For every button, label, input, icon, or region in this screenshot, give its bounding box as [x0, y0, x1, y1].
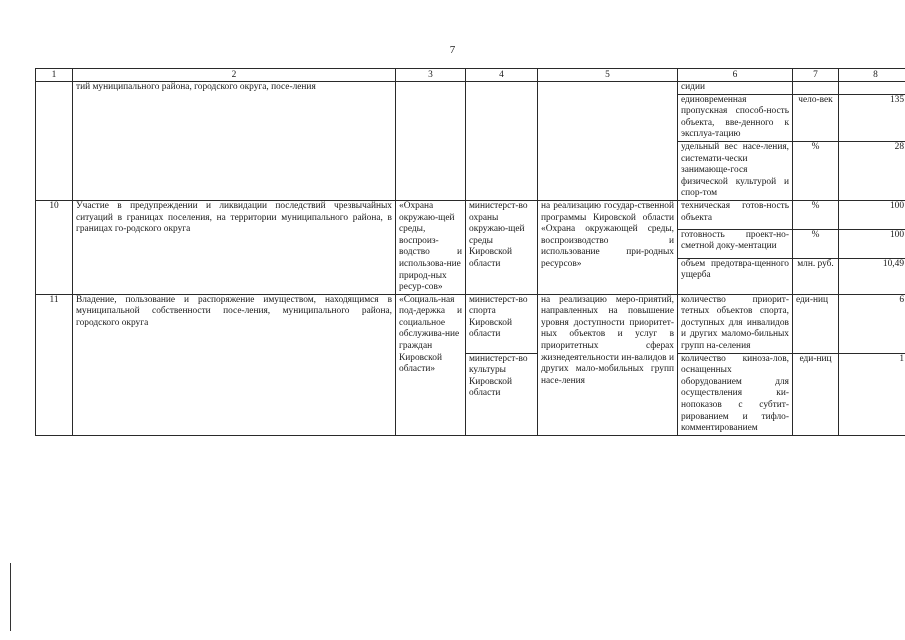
unit-cell: %: [793, 229, 839, 258]
purpose-cell: [538, 82, 678, 201]
col-header-1: 1: [36, 69, 73, 82]
value-cell: 6: [839, 294, 905, 353]
indicator-cell: единовременная пропускная способ-ность объекта, вве-денного к эксплуа-тацию: [678, 94, 793, 141]
unit-cell: %: [793, 141, 839, 200]
unit-cell: [793, 82, 839, 95]
col-header-3: 3: [396, 69, 466, 82]
value-cell: 100: [839, 200, 905, 229]
col-header-2: 2: [73, 69, 396, 82]
indicator-cell: количество кинозa-лов, оснащенных оборудованием для осуществления ки-нопоказов с субтит-рированием и тифло-комментированием: [678, 353, 793, 435]
value-cell: [839, 82, 905, 95]
value-cell: 135: [839, 94, 905, 141]
program-cell: «Социаль-ная под-держка и социальное обслужива-ние граждан Кировской области»: [396, 294, 466, 435]
program-cell: [396, 82, 466, 201]
program-cell: «Охрана окружаю-щей среды, воспроиз-водство и использова-ние природ-ных ресур-сов»: [396, 200, 466, 294]
unit-cell: млн. руб.: [793, 258, 839, 294]
ministry-cell: министерст-во культуры Кировской области: [466, 353, 538, 435]
value-cell: 28: [839, 141, 905, 200]
indicator-cell: объем предотвра-щенного ущерба: [678, 258, 793, 294]
page-number: 7: [449, 44, 456, 56]
indicator-cell: удельный вес насе-ления, системати-чески занимающе-гося физической культурой и спор-том: [678, 141, 793, 200]
document-table: [35, 68, 905, 436]
table-row: [36, 82, 905, 95]
indicator-cell: готовность проект-но-сметной доку-ментации: [678, 229, 793, 258]
indicator-cell: техническая готов-ность объекта: [678, 200, 793, 229]
ministry-cell: [466, 82, 538, 201]
indicator-cell: сидии: [678, 82, 793, 95]
ministry-cell: министерст-во охраны окружаю-щей среды Кировской области: [466, 200, 538, 294]
value-cell: 100: [839, 229, 905, 258]
ministry-cell: министерст-во спорта Кировской области: [466, 294, 538, 353]
unit-cell: еди-ниц: [793, 294, 839, 353]
row-number-cell: 10: [36, 200, 73, 294]
value-cell: 1: [839, 353, 905, 435]
purpose-cell: на реализацию государ-ственной программы Кировской области «Охрана окружающей среды, воспроизводство и использование при-родных ресурсов»: [538, 200, 678, 294]
col-header-6: 6: [678, 69, 793, 82]
unit-cell: чело-век: [793, 94, 839, 141]
col-header-4: 4: [466, 69, 538, 82]
header-row: [36, 69, 905, 82]
activity-cell: Участие в предупреждении и ликвидации последствий чрезвычайных ситуаций в границах поселения, на территории муниципального района, в границах го-родского округа: [73, 200, 396, 294]
row-number-cell: 11: [36, 294, 73, 435]
col-header-8: 8: [839, 69, 905, 82]
row-number-cell: [36, 82, 73, 201]
activity-cell: Владение, пользование и распоряжение имуществом, находящимся в муниципальной собственности посе-ления, муниципального района, городского округа: [73, 294, 396, 435]
indicator-cell: количество приорит-тетных объектов спорта, доступных для инвалидов и других маломо-бильных групп на-селения: [678, 294, 793, 353]
table-row: [36, 294, 905, 353]
unit-cell: %: [793, 200, 839, 229]
table-row: [36, 200, 905, 229]
col-header-7: 7: [793, 69, 839, 82]
col-header-5: 5: [538, 69, 678, 82]
margin-line: [10, 563, 11, 631]
activity-cell: тий муниципального района, городского округа, посе-ления: [73, 82, 396, 201]
purpose-cell: на реализацию меро-приятий, направленных на повышение уровня доступности приоритет-ных объектов и услуг в приоритетных сферах жизнедеятельности ин-валидов и других мало-мобильных групп насе-ления: [538, 294, 678, 435]
unit-cell: еди-ниц: [793, 353, 839, 435]
value-cell: 10,49: [839, 258, 905, 294]
